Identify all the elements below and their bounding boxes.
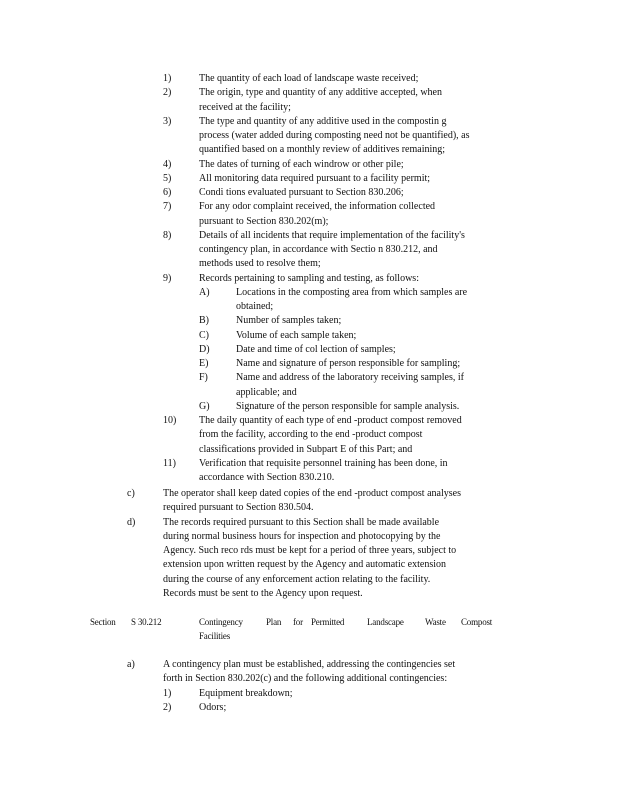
paragraph-text: Records must be sent to the Agency upon request. [163,587,363,599]
list-item-label: 4) [163,158,172,170]
list-item-text: Date and time of col lection of samples; [236,343,396,355]
list-item-label: A) [199,286,210,298]
list-item-label: F) [199,372,208,384]
list-item-text: The daily quantity of each type of end -product compost removed [199,415,462,426]
list-item-text: Condi tions evaluated pursuant to Section 830.206; [199,187,404,198]
list-item-text: Name and address of the laboratory receiving samples, if [236,372,464,384]
section-title-line2: Facilities [199,631,230,641]
list-item-label: G) [199,400,210,412]
paragraph-text: The operator shall keep dated copies of the end -product compost analyses [163,488,461,499]
list-item-label: 9) [163,272,172,284]
list-item-text: pursuant to Section 830.202(m); [199,215,329,227]
list-item-text: Records pertaining to sampling and testing, as follows: [199,272,419,284]
list-item-text: All monitoring data required pursuant to a facility permit; [199,172,431,184]
list-item-text: Volume of each sample taken; [236,329,357,341]
list-item-text: received at the facility; [199,101,291,113]
paragraph-text: extension upon written request by the Agency and automatic extension [163,559,446,571]
paragraph-text: during normal business hours for inspection and photocopying by the [163,530,441,542]
list-item-text: Signature of the person responsible for sample analysis. [236,400,460,412]
list-item-label: 7) [163,201,172,213]
list-item-text: obtained; [236,301,274,312]
section-title-word: Landscape [367,617,404,627]
list-item-label: 2) [163,87,172,99]
list-item-text: The origin, type and quantity of any additive accepted, when [199,87,442,99]
list-item-label: B) [199,315,209,327]
list-item-label: 11) [163,457,176,469]
list-item-text: contingency plan, in accordance with Sectio n 830.212, and [199,244,438,255]
section-title-word: Waste [425,617,446,627]
paragraph-label: c) [127,488,135,499]
list-item-label: 3) [163,115,172,127]
list-item-label: 10) [163,415,177,426]
section-title-word: Plan [266,617,282,627]
paragraph-text: The records required pursuant to this Section shall be made available [163,516,440,528]
list-item-label: 6) [163,187,172,198]
list-item-text: from the facility, according to the end -product compost [199,429,423,441]
list-item-text: quantified based on a monthly review of additives remaining; [199,144,446,156]
list-item-text: Equipment breakdown; [199,688,293,699]
list-item-label: 1) [163,73,172,84]
paragraph-text: during the course of any enforcement action relating to the facility. [163,573,431,585]
list-item-text: The quantity of each load of landscape waste received; [199,73,419,84]
list-item-text: methods used to resolve them; [199,258,321,270]
list-item-text: Locations in the composting area from which samples are [236,286,468,298]
list-item-label: 5) [163,172,172,184]
list-item-label: E) [199,358,209,369]
list-item-text: accordance with Section 830.210. [199,472,335,483]
section-label: Section [90,617,116,627]
section-title-word: for [293,617,303,627]
list-item-text: process (water added during composting need not be quantified), as [199,130,470,141]
section-title-word: Permitted [311,617,345,627]
list-item-text: Details of all incidents that require implementation of the facility's [199,229,465,241]
section-number: S 30.212 [131,617,162,627]
list-item-label: 8) [163,229,172,241]
list-item-text: Name and signature of person responsible for sampling; [236,358,461,369]
list-item-text: The dates of turning of each windrow or other pile; [199,158,404,170]
list-item-label: D) [199,343,210,355]
list-item-text: Number of samples taken; [236,315,342,327]
list-item-text: classifications provided in Subpart E of this Part; and [199,443,413,455]
paragraph-text: Agency. Such reco rds must be kept for a period of three years, subject to [163,545,457,556]
subsection-text: A contingency plan must be established, addressing the contingencies set [163,659,456,670]
list-item-label: 2) [163,702,172,714]
list-item-text: Verification that requisite personnel training has been done, in [199,457,448,469]
list-item-label: 1) [163,688,172,699]
paragraph-label: d) [127,516,136,528]
list-item-text: The type and quantity of any additive used in the compostin g [199,115,447,127]
subsection-label: a) [127,659,135,670]
subsection-text: forth in Section 830.202(c) and the following additional contingencies: [163,673,448,685]
list-item-text: For any odor complaint received, the information collected [199,201,436,213]
list-item-text: Odors; [199,702,227,714]
section-title-word: Compost [461,617,493,627]
list-item-text: applicable; and [236,386,297,398]
paragraph-text: required pursuant to Section 830.504. [163,502,314,514]
section-title-word: Contingency [199,617,243,627]
list-item-label: C) [199,329,209,341]
